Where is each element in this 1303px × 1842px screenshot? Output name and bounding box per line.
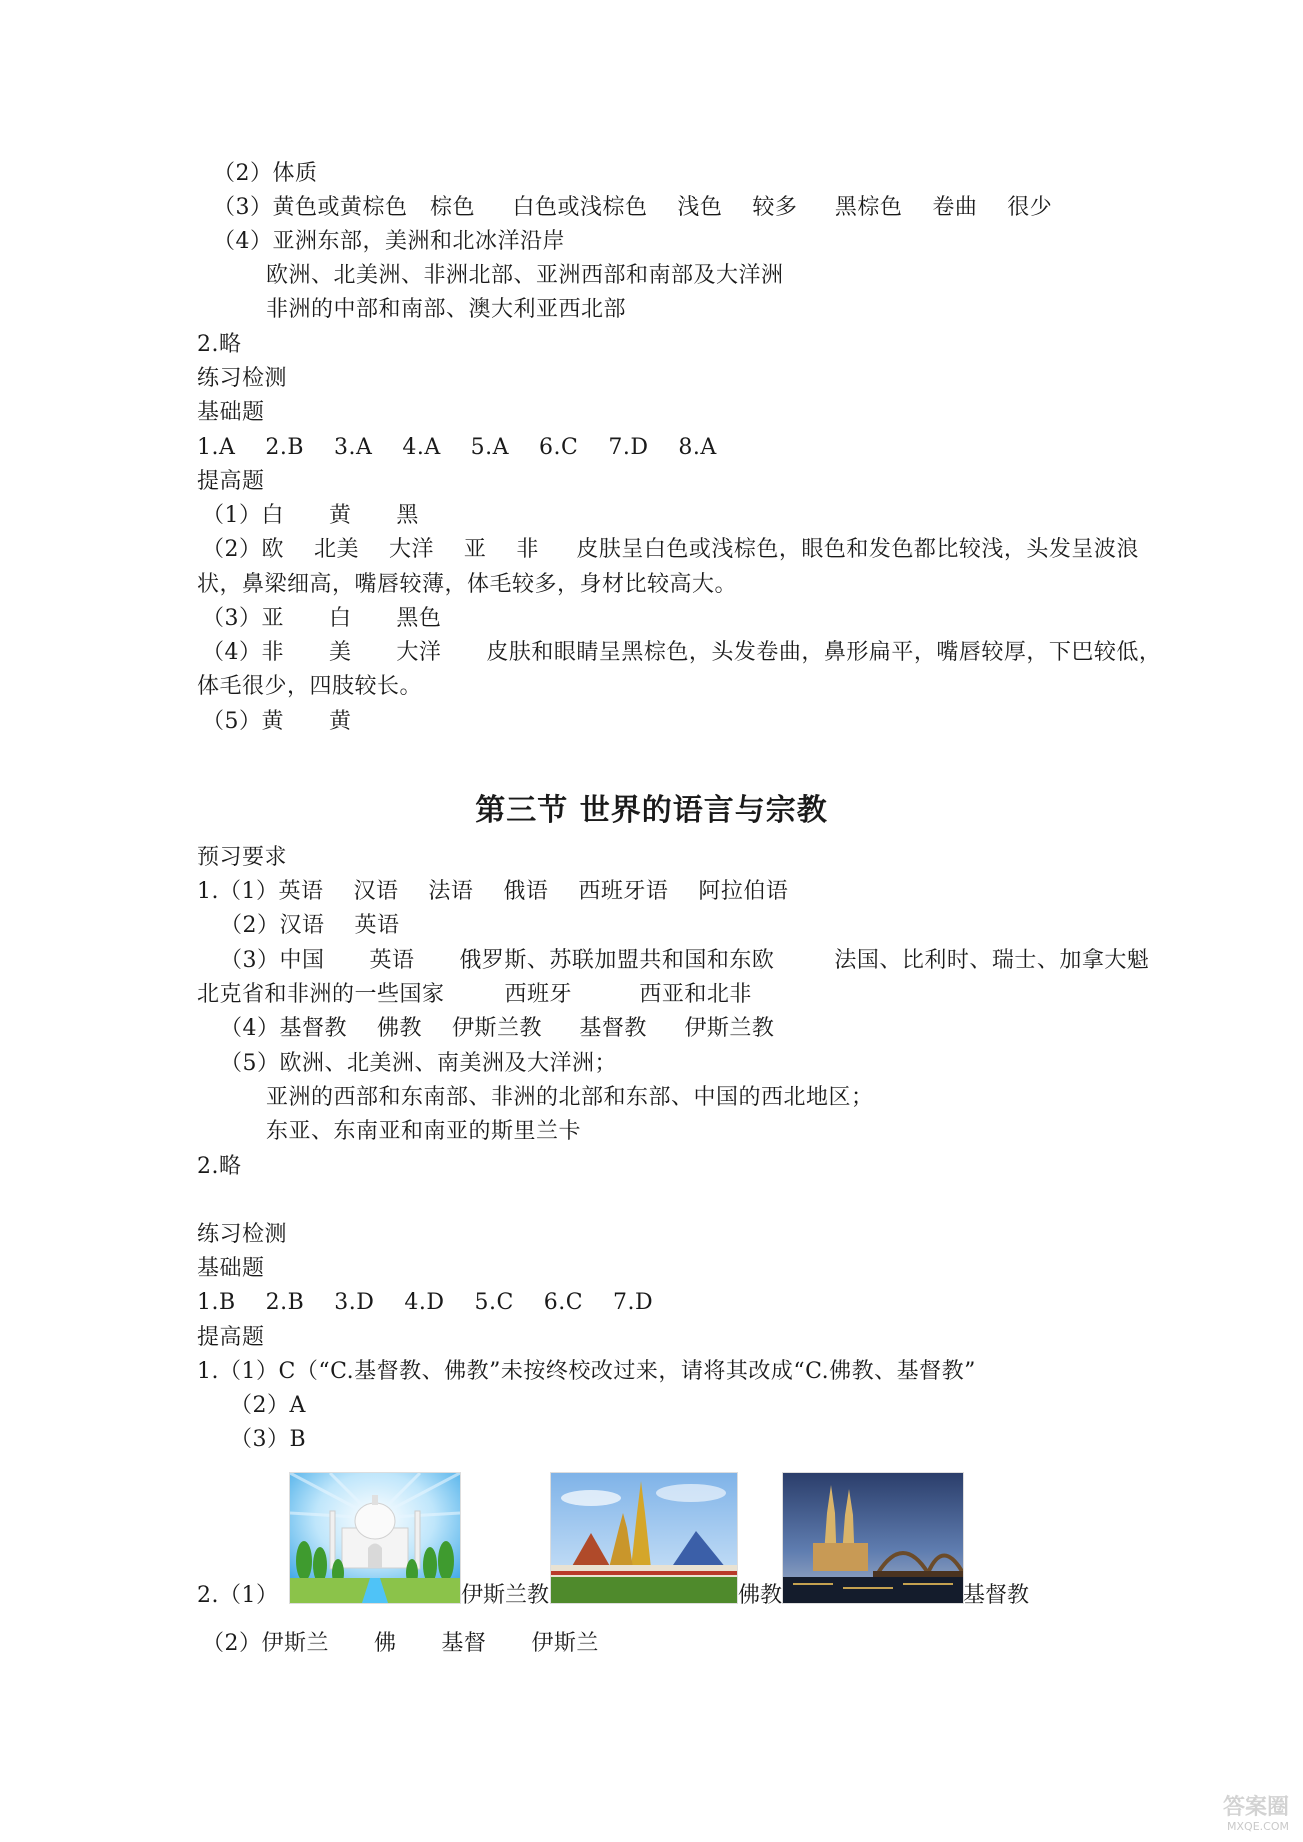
section-title: 第三节 世界的语言与宗教 [475,793,828,828]
cathedral-photo [782,1472,964,1604]
text-line: 2.略 [197,1154,242,1179]
christianity-caption: 基督教 [963,1583,1030,1608]
text-line: （2）体质 [213,161,318,186]
cathedral-image [783,1473,963,1603]
text-line: 状，鼻梁细高，嘴唇较薄，体毛较多，身材比较高大。 [197,572,738,597]
watermark-brand: 答案圈 [1222,1795,1289,1820]
text-line: 体毛很少，四肢较长。 [197,674,423,699]
text-line: 东亚、东南亚和南亚的斯里兰卡 [266,1119,582,1144]
buddhism-caption: 佛教 [738,1583,783,1608]
text-line: （2）伊斯兰 佛 基督 伊斯兰 [202,1631,599,1656]
section-heading: 基础题 [197,400,265,425]
text-line: （2）汉语 英语 [220,913,400,938]
text-line: （4）非 美 大洋 皮肤和眼睛呈黑棕色，头发卷曲，鼻形扁平，嘴唇较厚，下巴较低， [202,640,1162,665]
mosque-photo [289,1472,461,1604]
watermark [1223,1796,1289,1834]
text-line: （2）A [230,1393,306,1418]
answer-row: 1.A 2.B 3.A 4.A 5.A 6.C 7.D 8.A [197,435,717,460]
islam-caption: 伊斯兰教 [461,1583,550,1608]
section-heading: 预习要求 [197,845,288,870]
section-heading: 基础题 [197,1256,265,1281]
section-heading: 练习检测 [197,1222,288,1247]
text-line: （5）黄 黄 [202,709,352,734]
text-line: 欧洲、北美洲、非洲北部、亚洲西部和南部及大洋洲 [266,263,784,288]
text-line: 2.略 [197,332,242,357]
text-line: （2）欧 北美 大洋 亚 非 皮肤呈白色或浅棕色，眼色和发色都比较浅，头发呈波浪 [202,537,1139,562]
text-line: （3）中国 英语 俄罗斯、苏联加盟共和国和东欧 法国、比利时、瑞士、加拿大魁 [220,948,1150,973]
text-line: （3）黄色或黄棕色 棕色 白色或浅棕色 浅色 较多 黑棕色 卷曲 很少 [213,195,1053,220]
text-line: （3）亚 白 黑色 [202,606,442,631]
mosque-image [290,1473,460,1603]
section-heading: 练习检测 [197,366,288,391]
temple-image [551,1473,737,1603]
temple-photo [550,1472,738,1604]
answer-row: 1.B 2.B 3.D 4.D 5.C 6.C 7.D [197,1290,654,1315]
text-line: 亚洲的西部和东南部、非洲的北部和东部、中国的西北地区； [266,1085,874,1110]
text-line: 1.（1）英语 汉语 法语 俄语 西班牙语 阿拉伯语 [197,879,789,904]
section-heading: 提高题 [197,469,265,494]
text-line: 1.（1）C（“C.基督教、佛教”未按终校改过来，请将其改成“C.佛教、基督教” [197,1359,976,1384]
text-line: 非洲的中部和南部、澳大利亚西北部 [266,297,627,322]
text-line: （4）亚洲东部，美洲和北冰洋沿岸 [213,229,565,254]
text-line: （3）B [230,1427,307,1452]
section-heading: 提高题 [197,1325,265,1350]
text-line: （5）欧洲、北美洲、南美洲及大洋洲； [220,1051,617,1076]
text-line: （1）白 黄 黑 [202,503,419,528]
watermark-url: MXQE.COM [1227,1820,1289,1833]
text-line: 2.（1） [197,1583,279,1608]
text-line: 北克省和非洲的一些国家 西班牙 西亚和北非 [197,982,752,1007]
text-line: （4）基督教 佛教 伊斯兰教 基督教 伊斯兰教 [220,1016,775,1041]
